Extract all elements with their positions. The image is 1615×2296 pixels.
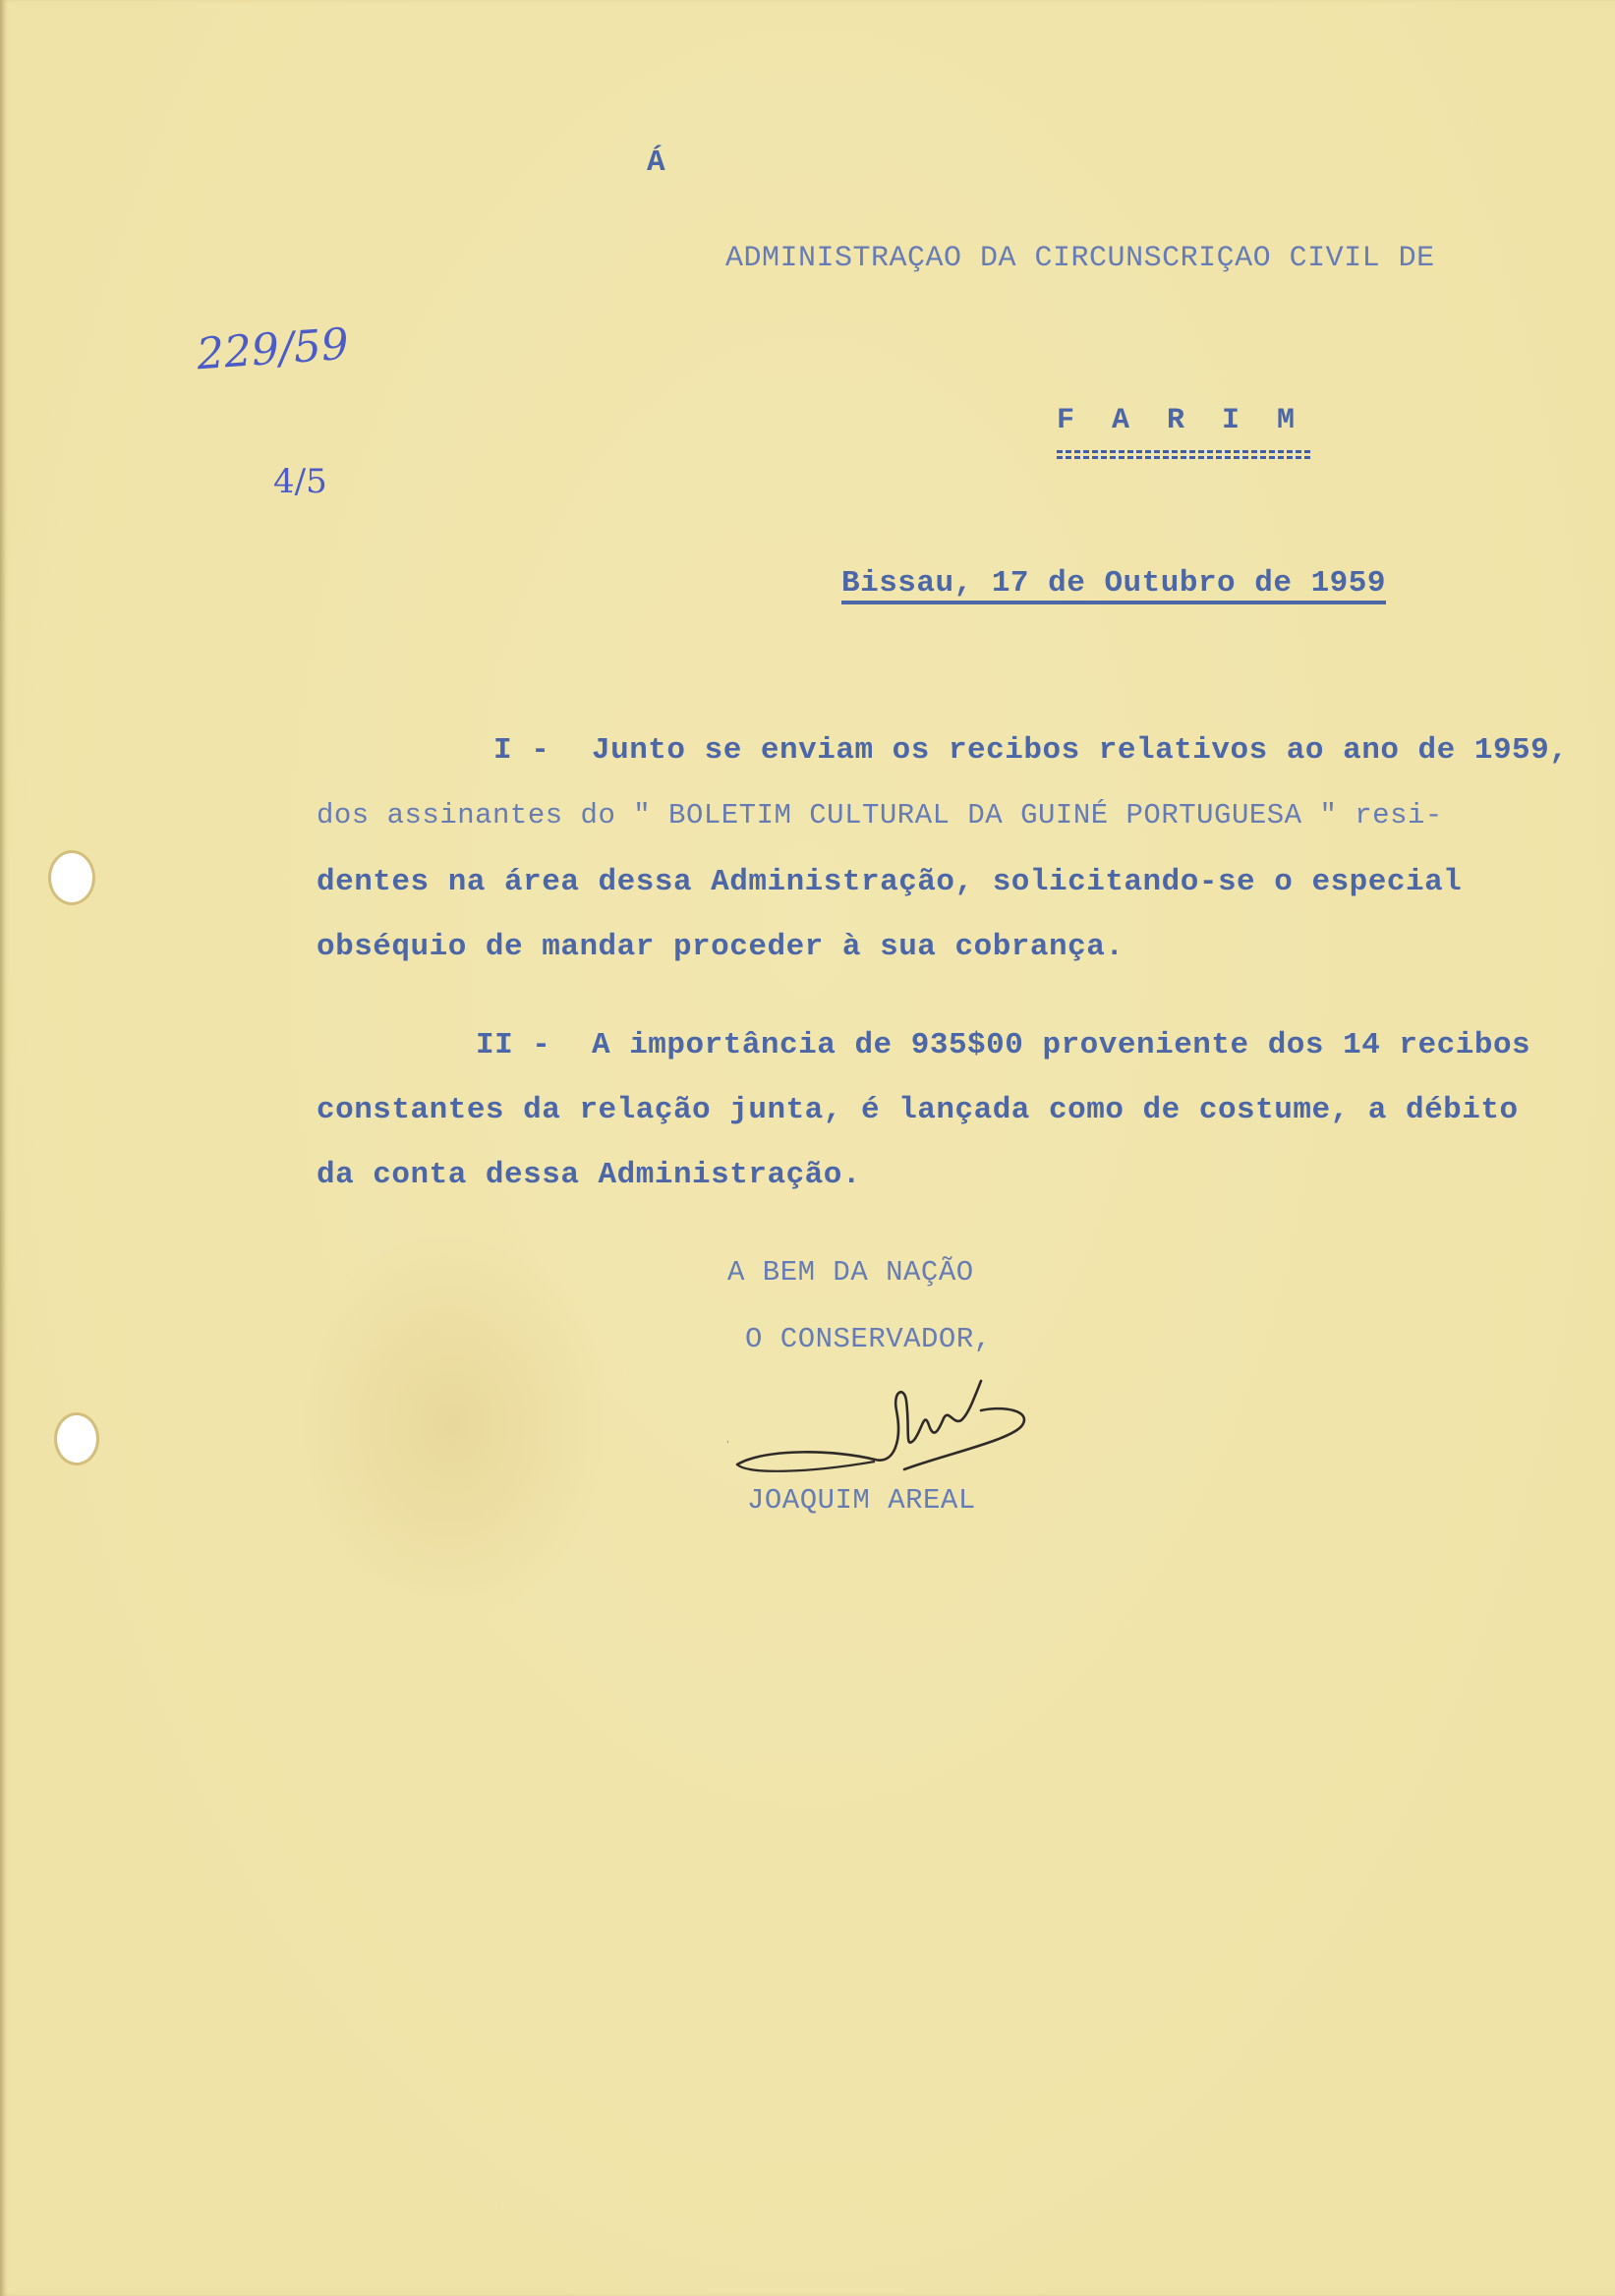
paragraph-2-line: da conta dessa Administração. [317,1158,861,1192]
punch-hole-bottom [57,1415,96,1463]
paragraph-1-line: dentes na área dessa Administração, solicitando-se o especial [317,865,1463,899]
paragraph-1-line: Junto se enviam os recibos relativos ao ano de 1959, [592,733,1569,768]
addressee-underline [1057,450,1310,459]
closing-formula: A BEM DA NAÇÃO [727,1256,974,1289]
signatory-title: O CONSERVADOR, [745,1323,992,1355]
paragraph-2-line: A importância de 935$00 proveniente dos 14 recibos [592,1028,1531,1062]
signature [727,1371,1042,1489]
date-line: Bissau, 17 de Outubro de 1959 [841,568,1386,604]
signatory-name: JOAQUIM AREAL [747,1484,976,1517]
addressee-place: F A R I M [1057,404,1305,437]
handwritten-page-number: 4/5 [273,462,327,501]
paragraph-1-line: obséquio de mandar proceder à sua cobrança. [317,930,1125,964]
punch-hole-top [51,853,92,902]
salutation: Á [647,145,666,180]
paragraph-1-line: dos assinantes do " BOLETIM CULTURAL DA GUINÉ PORTUGUESA " resi- [317,799,1443,832]
paragraph-2-line: constantes da relação junta, é lançada como de costume, a débito [317,1093,1519,1127]
handwritten-reference: 229/59 [195,318,351,380]
paragraph-1-marker: I - [493,733,550,768]
addressee-line: ADMINISTRAÇAO DA CIRCUNSCRIÇAO CIVIL DE [725,242,1435,275]
paragraph-2-marker: II - [476,1028,551,1062]
